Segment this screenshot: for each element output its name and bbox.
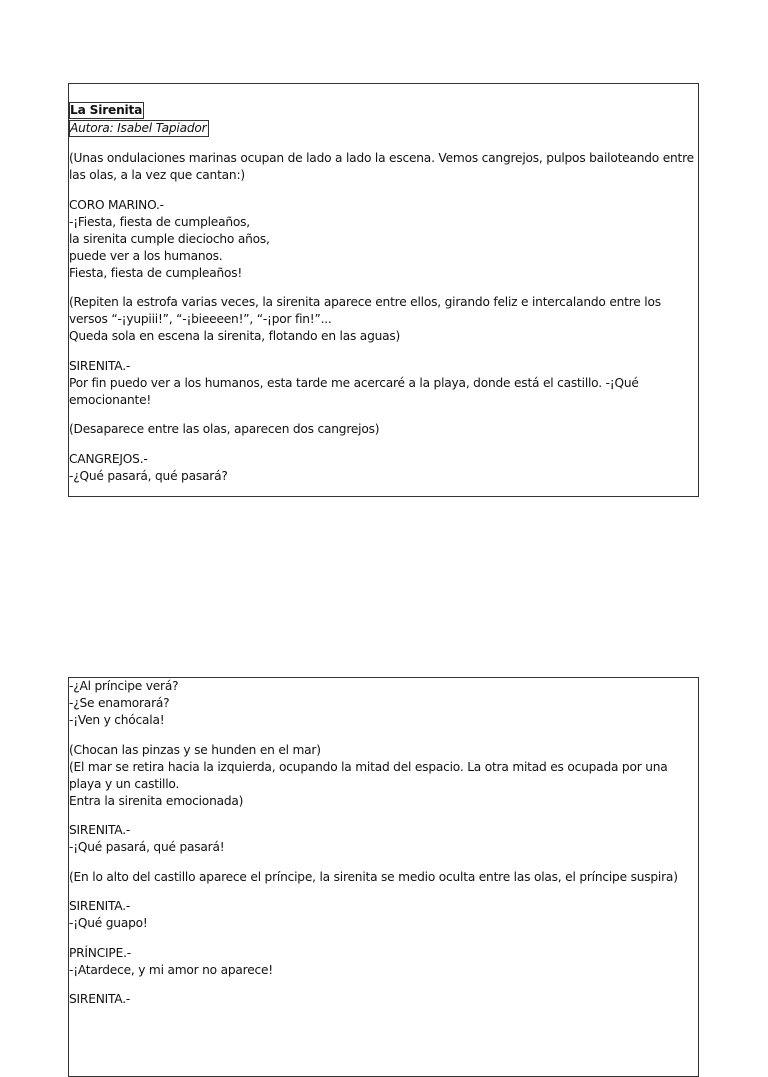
paragraph: PRÍNCIPE.- -¡Atardece, y mi amor no aparece! bbox=[69, 945, 273, 977]
paragraph: (Unas ondulaciones marinas ocupan de lado a lado la escena. Vemos cangrejos, pulpos bailoteando entre las olas, a la vez que cantan:) bbox=[69, 151, 694, 182]
document-page-2 bbox=[68, 677, 699, 1077]
paragraph: CORO MARINO.- -¡Fiesta, fiesta de cumpleaños, la sirenita cumple dieciocho años, puede ver a los humanos. Fiesta, fiesta de cumpleaños! bbox=[69, 197, 270, 280]
document-header bbox=[69, 102, 698, 137]
paragraph: (Desaparece entre las olas, aparecen dos cangrejos) bbox=[69, 422, 380, 436]
paragraph: (Chocan las pinzas y se hunden en el mar) (El mar se retira hacia la izquierda, ocupando la mitad del espacio. La otra mitad es ocupada por una playa y un castillo. Entra la sirenita emocionada) bbox=[69, 742, 668, 808]
document-page-1 bbox=[68, 83, 699, 497]
paragraph: -¿Al príncipe verá? -¿Se enamorará? -¡Ven y chócala! bbox=[69, 679, 179, 727]
paragraph: (Repiten la estrofa varias veces, la sirenita aparece entre ellos, girando feliz e intercalando entre los versos “-¡yupiii!”, “-¡bieeeen!”, “-¡por fin!”... Queda sola en escena la sirenita, flotando en las aguas) bbox=[69, 295, 661, 343]
paragraph: (En lo alto del castillo aparece el príncipe, la sirenita se medio oculta entre las olas, el príncipe suspira) bbox=[69, 869, 678, 884]
document-author: Autora: Isabel Tapiador bbox=[70, 121, 207, 135]
paragraph: SIRENITA.- -¡Qué guapo! bbox=[69, 899, 148, 930]
paragraph: SIRENITA.- Por fin puedo ver a los humanos, esta tarde me acercaré a la playa, donde está el castillo. -¡Qué emocionante! bbox=[69, 358, 639, 407]
paragraph: SIRENITA.- bbox=[69, 992, 131, 1006]
paragraph: CANGREJOS.- -¿Qué pasará, qué pasará? bbox=[69, 451, 228, 483]
paragraph: SIRENITA.- -¡Qué pasará, qué pasará! bbox=[69, 823, 225, 854]
document-title: La Sirenita bbox=[70, 103, 143, 117]
